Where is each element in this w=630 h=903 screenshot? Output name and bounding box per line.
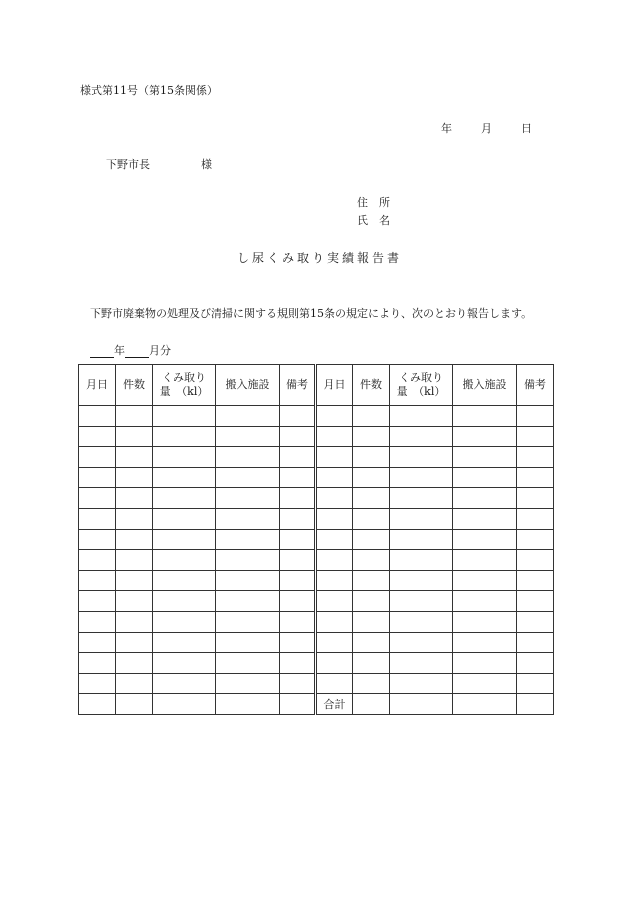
table-cell[interactable]: [353, 632, 390, 653]
addressee: [106, 156, 212, 172]
table-cell[interactable]: [216, 508, 280, 529]
table-cell[interactable]: [79, 591, 116, 612]
table-cell[interactable]: [453, 508, 517, 529]
table-cell[interactable]: [216, 694, 280, 715]
table-cell[interactable]: [280, 694, 316, 715]
table-cell[interactable]: [517, 611, 554, 632]
table-cell[interactable]: [216, 673, 280, 694]
table-cell[interactable]: [390, 550, 453, 571]
table-cell[interactable]: [517, 488, 554, 509]
table-row: [79, 426, 554, 447]
table-cell[interactable]: [216, 529, 280, 550]
table-cell[interactable]: [390, 508, 453, 529]
table-cell[interactable]: [390, 406, 453, 427]
table-cell[interactable]: [116, 426, 153, 447]
table-cell[interactable]: [79, 529, 116, 550]
table-cell[interactable]: [453, 550, 517, 571]
table-cell[interactable]: [216, 426, 280, 447]
table-cell[interactable]: [390, 467, 453, 488]
body-text: 下野市廃棄物の処理及び清掃に関する規則第15条の規定により、次のとおり報告します。: [90, 307, 533, 320]
table-cell[interactable]: [517, 591, 554, 612]
header-amount-right: [390, 365, 453, 406]
table-cell[interactable]: [517, 632, 554, 653]
reporting-period: [90, 342, 171, 358]
table-cell[interactable]: [216, 406, 280, 427]
table-row: [79, 673, 554, 694]
table-cell[interactable]: [153, 632, 216, 653]
table-cell[interactable]: [116, 529, 153, 550]
header-remarks-right: 備考: [517, 365, 554, 406]
table-cell[interactable]: [517, 694, 554, 715]
header-count-right: 件数: [353, 365, 390, 406]
table-cell[interactable]: [153, 570, 216, 591]
header-date-right: 月日: [316, 365, 353, 406]
table-cell[interactable]: [280, 426, 316, 447]
table-cell[interactable]: [453, 570, 517, 591]
table-cell[interactable]: [353, 653, 390, 674]
table-row: [79, 488, 554, 509]
table-cell[interactable]: [116, 447, 153, 468]
table-cell[interactable]: [153, 529, 216, 550]
header-amount-right-line2: 量 （kl）: [396, 385, 446, 398]
table-cell[interactable]: [116, 611, 153, 632]
table-cell[interactable]: [517, 467, 554, 488]
header-amount-line1: くみ取り: [162, 371, 206, 384]
table-cell[interactable]: [353, 570, 390, 591]
table-cell[interactable]: [453, 591, 517, 612]
table-cell[interactable]: [517, 447, 554, 468]
table-cell[interactable]: [316, 591, 353, 612]
table-cell[interactable]: [390, 570, 453, 591]
table-cell[interactable]: [153, 488, 216, 509]
table-cell[interactable]: [316, 406, 353, 427]
table-cell[interactable]: [280, 611, 316, 632]
table-cell[interactable]: [517, 550, 554, 571]
table-cell[interactable]: [216, 591, 280, 612]
table-cell[interactable]: [216, 467, 280, 488]
table-cell[interactable]: [353, 426, 390, 447]
header-remarks: 備考: [280, 365, 316, 406]
table-cell[interactable]: [153, 694, 216, 715]
addressee-honorific: 様: [201, 158, 212, 171]
table-cell[interactable]: [153, 611, 216, 632]
table-cell[interactable]: [453, 406, 517, 427]
address-label: 住 所: [357, 196, 390, 209]
header-amount-line2: 量 （kl）: [159, 385, 209, 398]
table-cell[interactable]: [216, 488, 280, 509]
table-cell[interactable]: [280, 591, 316, 612]
table-cell[interactable]: [453, 447, 517, 468]
table-cell[interactable]: [116, 488, 153, 509]
period-year-label: 年: [114, 344, 125, 357]
table-cell[interactable]: [353, 467, 390, 488]
table-cell[interactable]: [517, 673, 554, 694]
table-row: [79, 632, 554, 653]
table-cell[interactable]: [353, 447, 390, 468]
table-cell[interactable]: [316, 508, 353, 529]
date-day-label: 日: [521, 122, 532, 135]
table-cell[interactable]: [353, 529, 390, 550]
period-month-label: 月分: [149, 344, 171, 357]
table-row: [79, 611, 554, 632]
table-cell[interactable]: [316, 529, 353, 550]
table-cell[interactable]: [153, 406, 216, 427]
table-cell[interactable]: [153, 508, 216, 529]
table-cell[interactable]: [153, 467, 216, 488]
table-cell[interactable]: [280, 632, 316, 653]
table-cell[interactable]: [280, 653, 316, 674]
table-cell[interactable]: [79, 653, 116, 674]
table-row: [79, 447, 554, 468]
table-cell[interactable]: [216, 653, 280, 674]
table-cell[interactable]: [280, 488, 316, 509]
table-cell[interactable]: [316, 570, 353, 591]
table-cell[interactable]: [390, 632, 453, 653]
table-cell[interactable]: [453, 467, 517, 488]
table-cell[interactable]: [280, 673, 316, 694]
table-cell[interactable]: [79, 570, 116, 591]
table-cell[interactable]: [316, 653, 353, 674]
table-cell[interactable]: [353, 611, 390, 632]
table-cell[interactable]: [353, 673, 390, 694]
table-cell[interactable]: [316, 447, 353, 468]
table-cell[interactable]: [79, 694, 116, 715]
table-cell[interactable]: [280, 467, 316, 488]
table-cell[interactable]: [316, 632, 353, 653]
form-number: 様式第11号（第15条関係）: [80, 84, 218, 97]
table-cell[interactable]: [353, 508, 390, 529]
table-cell[interactable]: [280, 447, 316, 468]
report-table: [78, 364, 554, 715]
table-cell[interactable]: [517, 406, 554, 427]
table-cell[interactable]: [153, 447, 216, 468]
table-cell[interactable]: [216, 570, 280, 591]
table-cell[interactable]: [316, 611, 353, 632]
table-row: [79, 550, 554, 571]
table-header-row: [79, 365, 554, 406]
table-cell[interactable]: [517, 426, 554, 447]
table-cell[interactable]: [353, 488, 390, 509]
date-month-label: 月: [481, 122, 492, 135]
table-cell[interactable]: [280, 570, 316, 591]
table-cell[interactable]: [353, 591, 390, 612]
table-cell[interactable]: [79, 673, 116, 694]
table-cell[interactable]: [116, 550, 153, 571]
table-cell[interactable]: [153, 426, 216, 447]
table-cell[interactable]: [116, 591, 153, 612]
table-cell[interactable]: [280, 550, 316, 571]
table-cell[interactable]: [316, 488, 353, 509]
table-cell[interactable]: [79, 508, 116, 529]
table-cell[interactable]: [453, 694, 517, 715]
table-row: [79, 508, 554, 529]
table-cell[interactable]: [79, 488, 116, 509]
table-cell[interactable]: [280, 508, 316, 529]
table-cell[interactable]: [316, 426, 353, 447]
table-cell[interactable]: [79, 632, 116, 653]
table-row: [79, 653, 554, 674]
table-cell[interactable]: [79, 406, 116, 427]
table-cell[interactable]: [353, 694, 390, 715]
table-cell[interactable]: [116, 632, 153, 653]
table-row: [79, 570, 554, 591]
header-facility: 搬入施設: [216, 365, 280, 406]
table-row: [79, 529, 554, 550]
table-cell[interactable]: [453, 653, 517, 674]
table-cell[interactable]: [453, 426, 517, 447]
table-cell[interactable]: [116, 653, 153, 674]
table-cell[interactable]: [79, 426, 116, 447]
table-cell[interactable]: [153, 653, 216, 674]
table-cell[interactable]: [216, 611, 280, 632]
table-cell[interactable]: [390, 611, 453, 632]
table-cell[interactable]: [453, 529, 517, 550]
table-cell[interactable]: [153, 591, 216, 612]
table-cell[interactable]: [390, 529, 453, 550]
table-cell[interactable]: [390, 426, 453, 447]
table-cell[interactable]: [216, 550, 280, 571]
table-cell[interactable]: [153, 673, 216, 694]
table-cell[interactable]: [316, 550, 353, 571]
table-cell[interactable]: [453, 488, 517, 509]
table-cell[interactable]: [390, 591, 453, 612]
table-row: [79, 406, 554, 427]
table-cell[interactable]: [153, 550, 216, 571]
header-amount-right-line1: くみ取り: [399, 371, 443, 384]
table-cell[interactable]: [116, 673, 153, 694]
table-cell[interactable]: [79, 611, 116, 632]
table-cell[interactable]: [116, 467, 153, 488]
table-row: [79, 467, 554, 488]
table-cell[interactable]: [216, 632, 280, 653]
table-cell[interactable]: [116, 406, 153, 427]
table-cell[interactable]: [79, 447, 116, 468]
total-label-cell: 合計: [316, 694, 353, 715]
header-amount: [153, 365, 216, 406]
table-cell[interactable]: [517, 570, 554, 591]
table-cell[interactable]: [116, 508, 153, 529]
table-cell[interactable]: [79, 467, 116, 488]
period-year-blank: [90, 343, 114, 358]
table-cell[interactable]: [79, 550, 116, 571]
table-cell[interactable]: [453, 611, 517, 632]
table-body: [79, 406, 554, 715]
document-title: し尿くみ取り実績報告書: [237, 251, 403, 265]
table-cell[interactable]: [216, 447, 280, 468]
table-cell[interactable]: [390, 488, 453, 509]
table-cell[interactable]: [116, 694, 153, 715]
table-cell[interactable]: [353, 550, 390, 571]
table-cell[interactable]: [316, 467, 353, 488]
name-label: 氏 名: [357, 214, 390, 227]
table-cell[interactable]: [453, 673, 517, 694]
table-cell[interactable]: [280, 406, 316, 427]
header-facility-right: 搬入施設: [453, 365, 517, 406]
table-cell[interactable]: [517, 653, 554, 674]
table-cell[interactable]: [517, 529, 554, 550]
table-cell[interactable]: [280, 529, 316, 550]
header-date: 月日: [79, 365, 116, 406]
table-cell[interactable]: [453, 632, 517, 653]
addressee-name: 下野市長: [106, 158, 150, 171]
table-cell[interactable]: [390, 447, 453, 468]
table-cell[interactable]: [390, 694, 453, 715]
table-cell[interactable]: [316, 673, 353, 694]
table-cell[interactable]: [517, 508, 554, 529]
table-row: [79, 694, 554, 715]
table-cell[interactable]: [353, 406, 390, 427]
period-month-blank: [125, 343, 149, 358]
table-row: [79, 591, 554, 612]
table-cell[interactable]: [390, 673, 453, 694]
header-count: 件数: [116, 365, 153, 406]
date-year-label: 年: [441, 122, 452, 135]
date-line: [441, 120, 532, 136]
table-cell[interactable]: [390, 653, 453, 674]
table-cell[interactable]: [116, 570, 153, 591]
